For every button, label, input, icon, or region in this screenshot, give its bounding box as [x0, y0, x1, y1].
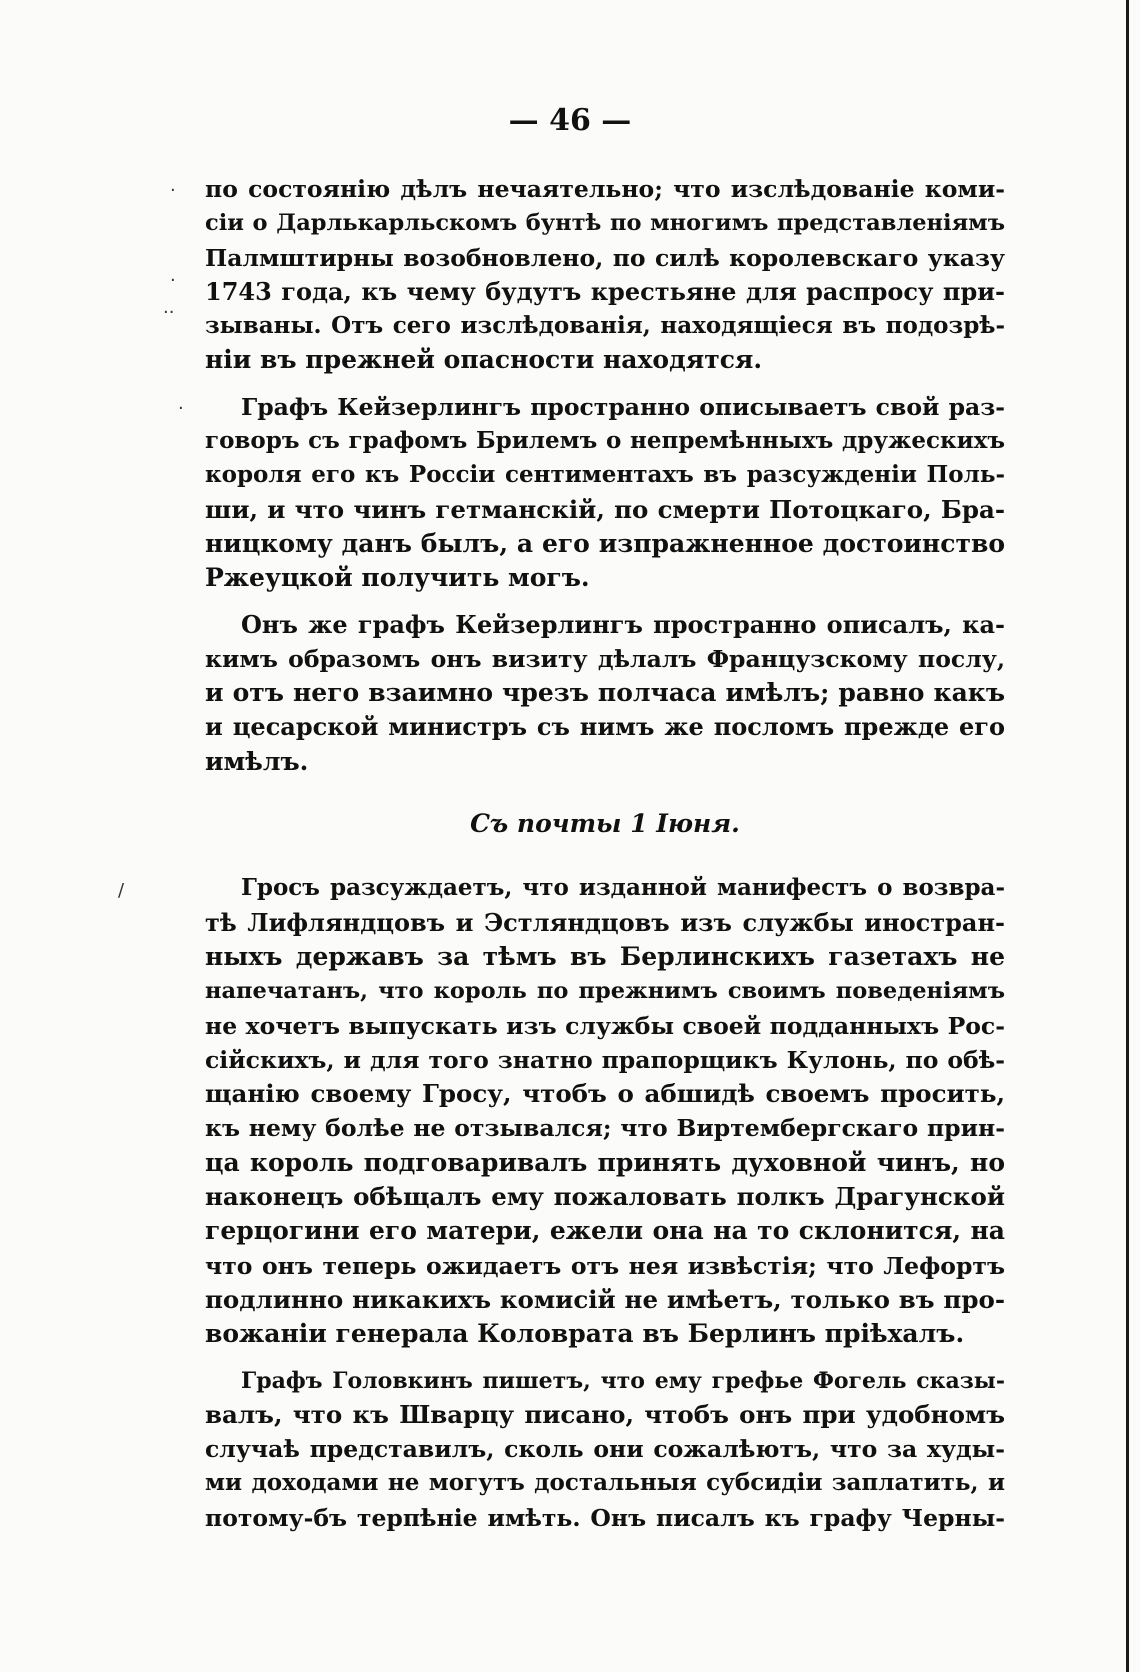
binding-edge-rule — [1126, 0, 1129, 1672]
text-line: ми доходами не могутъ достальныя субсидіи заплатить, и — [205, 1469, 1005, 1497]
text-line: щанію своему Гросу, чтобъ о абшидѣ своемъ просить, — [205, 1079, 1005, 1109]
text-line: Ржеуцкой получить могъ. — [205, 563, 590, 593]
text-line: вожаніи генерала Коловрата въ Берлинъ пріѣхалъ. — [205, 1319, 965, 1349]
text-line: короля его къ Россіи сентиментахъ въ разсужденіи Поль- — [205, 461, 1005, 489]
margin-dot: · — [178, 398, 184, 419]
text-line: валъ, что къ Шварцу писано, чтобъ онъ при удобномъ — [205, 1399, 1005, 1429]
text-line: Гросъ разсуждаетъ, что изданной манифестъ о возвра- — [241, 874, 1005, 902]
text-line: по состоянію дѣлъ нечаятельно; что изслѣдованіе коми- — [205, 175, 1005, 203]
text-line: Графъ Головкинъ пишетъ, что ему грефье Фогель сказы- — [241, 1367, 1005, 1394]
text-line: ныхъ державъ за тѣмъ въ Берлинскихъ газетахъ не — [205, 941, 1005, 971]
text-line: сійскихъ, и для того знатно прапорщикъ Кулонь, по обѣ- — [205, 1045, 1005, 1074]
body-text — [205, 172, 1005, 1547]
text-line: и отъ него взаимно чрезъ полчаса имѣлъ; равно какъ — [205, 678, 1005, 708]
text-line: ницкому данъ былъ, а его изпражненное достоинство — [205, 528, 1005, 558]
paragraph — [205, 1364, 1005, 1535]
text-line: 1743 года, къ чему будутъ крестьяне для распросу при- — [205, 276, 1005, 306]
text-line: зываны. Отъ сего изслѣдованія, находящіеся въ подозрѣ- — [205, 312, 1005, 340]
text-line: и цесарской министръ съ нимъ же посломъ прежде его — [205, 712, 1005, 742]
text-line: Графъ Кейзерлингъ пространно описываетъ свой раз- — [241, 392, 1005, 421]
text-line: что онъ теперь ожидаетъ отъ нея извѣстія; что Лефортъ — [205, 1251, 1005, 1280]
page-number: — 46 — — [508, 103, 632, 138]
text-line: случаѣ представилъ, сколь они сожалѣютъ, что за худы- — [205, 1435, 1005, 1464]
paragraph — [205, 390, 1005, 596]
margin-dot: ·· — [163, 302, 175, 323]
paragraph — [205, 172, 1005, 378]
text-line: Палмштирны возобновлено, по силѣ королевскаго указу — [205, 243, 1005, 272]
text-line: наконецъ обѣщалъ ему пожаловать полкъ Драгунской — [205, 1182, 1005, 1212]
text-line: ніи въ прежней опасности находятся. — [205, 345, 763, 375]
text-line: потому-бъ терпѣніе имѣть. Онъ писалъ къ графу Черны- — [205, 1503, 1005, 1532]
paragraph — [205, 871, 1005, 1351]
text-line: не хочетъ выпускать изъ службы своей подданныхъ Рос- — [205, 1011, 1005, 1040]
margin-dot: · — [170, 270, 176, 291]
margin-stroke: / — [118, 880, 125, 901]
text-line: къ нему болѣе не отзывался; что Виртембергскаго прин- — [205, 1114, 1005, 1143]
text-line: подлинно никакихъ комисій не имѣетъ, только въ про- — [205, 1284, 1005, 1314]
text-line: сіи о Дарлькарльскомъ бунтѣ по многимъ представленіямъ — [205, 210, 1005, 237]
section-heading: Съ почты 1 Іюня. — [470, 809, 740, 839]
text-line: Онъ же графъ Кейзерлингъ пространно описалъ, ка- — [241, 609, 1005, 639]
text-line: тѣ Лифляндцовъ и Эстляндцовъ изъ службы иностран- — [205, 907, 1005, 937]
text-line: говоръ съ графомъ Брилемъ о непремѣнныхъ дружескихъ — [205, 427, 1005, 455]
text-line: ши, и что чинъ гетманскій, по смерти Потоцкаго, Бра- — [205, 494, 1005, 524]
text-line: имѣлъ. — [205, 746, 309, 776]
margin-dot: · — [170, 180, 176, 201]
text-line: кимъ образомъ онъ визиту дѣлалъ Французскому послу, — [205, 644, 1005, 673]
text-line: герцогини его матери, ежели она на то склонится, на — [205, 1216, 1005, 1246]
text-line: напечатанъ, что король по прежнимъ своимъ поведеніямъ — [205, 978, 1005, 1005]
paragraph — [205, 608, 1005, 779]
text-line: ца король подговаривалъ принять духовной чинъ, но — [205, 1147, 1005, 1177]
